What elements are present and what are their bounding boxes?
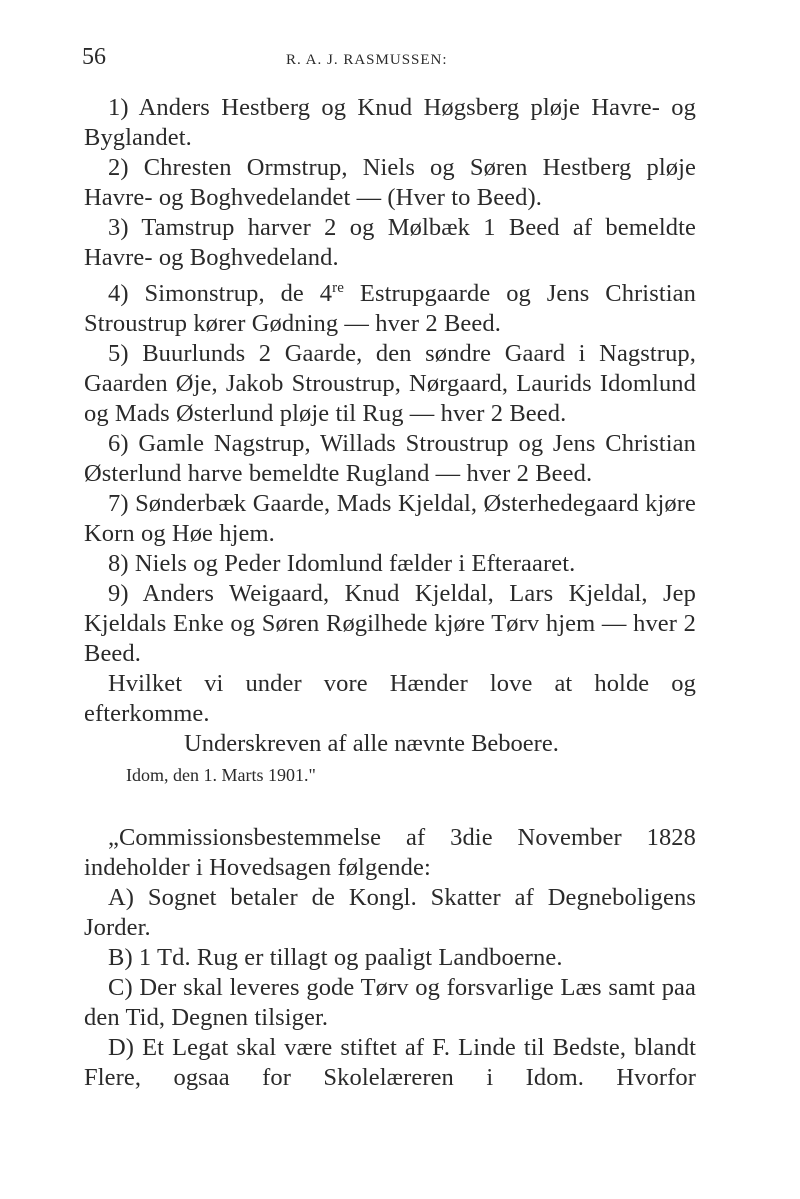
dateline: Idom, den 1. Marts 1901." (126, 765, 316, 786)
signature-line: Underskreven af alle nævnte Beboere. (184, 730, 559, 758)
list-item: 2) Chresten Ormstrup, Niels og Søren Hestberg pløje Havre- og Boghvedelandet — (Hver to Beed). (84, 154, 696, 211)
page-header (82, 44, 702, 74)
list-item: D) Et Legat skal være stiftet af F. Linde til Bedste, blandt Flere, ogsaa for Skolelæreren i Idom. Hvorfor (84, 1034, 696, 1092)
list-item (84, 273, 696, 339)
body-text (84, 93, 696, 1093)
running-head: R. A. J. RASMUSSEN: (286, 52, 448, 68)
commission-intro: „Commissionsbestemmelse af 3die November 1828 indeholder i Hovedsagen følgende: (84, 824, 696, 882)
list-item: 5) Buurlunds 2 Gaarde, den søndre Gaard i Nagstrup, Gaarden Øje, Jakob Stroustrup, Nørgaard, Laurids Idomlund og Mads Østerlund pløje til Rug — hver 2 Beed. (84, 340, 696, 428)
item-text: 4) Simonstrup, de 4 (108, 280, 333, 308)
list-item: B) 1 Td. Rug er tillagt og paaligt Landboerne. (108, 944, 563, 972)
list-item: 6) Gamle Nagstrup, Willads Stroustrup og Jens Christian Østerlund harve bemeldte Rugland — hver 2 Beed. (84, 430, 696, 488)
item-text: Estrupgaarde og Jens Christian Stroustrup kører Gødning — hver 2 Beed. (84, 280, 696, 338)
list-item: 9) Anders Weigaard, Knud Kjeldal, Lars Kjeldal, Jep Kjeldals Enke og Søren Røgilhede kjøre Tørv hjem — hver 2 Beed. (84, 580, 696, 668)
list-item: 1) Anders Hestberg og Knud Høgsberg pløje Havre- og Byglandet. (84, 94, 696, 151)
list-item: 3) Tamstrup harver 2 og Mølbæk 1 Beed af bemeldte Havre- og Boghvedeland. (84, 214, 696, 271)
list-item: A) Sognet betaler de Kongl. Skatter af Degneboligens Jorder. (84, 884, 696, 942)
list-item: 7) Sønderbæk Gaarde, Mads Kjeldal, Østerhedegaard kjøre Korn og Høe hjem. (84, 490, 696, 548)
list-item: C) Der skal leveres gode Tørv og forsvarlige Læs samt paa den Tid, Degnen tilsiger. (84, 974, 696, 1032)
superscript: re (332, 280, 344, 296)
page-number: 56 (82, 44, 106, 70)
section-gap (84, 789, 696, 823)
list-item: 8) Niels og Peder Idomlund fælder i Efteraaret. (108, 550, 576, 578)
closing-statement: Hvilket vi under vore Hænder love at holde og efterkomme. (84, 670, 696, 728)
